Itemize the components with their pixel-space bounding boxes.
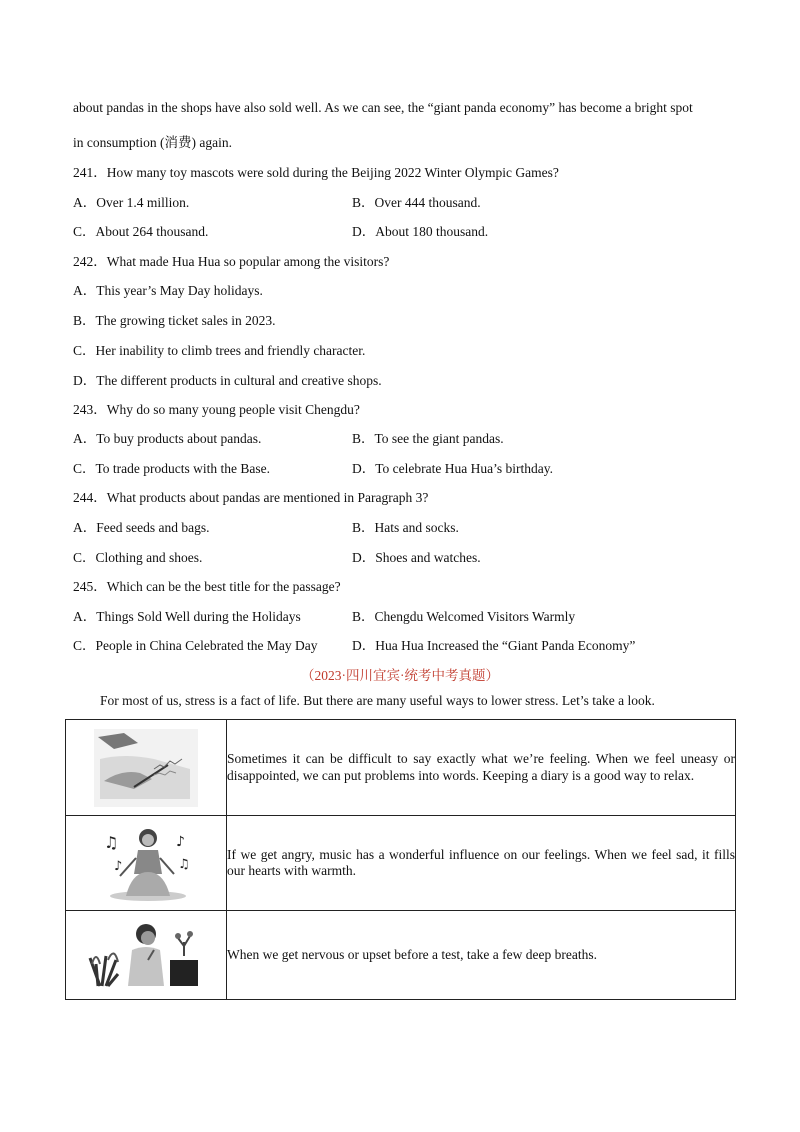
question-245-option-b[interactable]: B．Chengdu Welcomed Visitors Warmly (352, 609, 576, 624)
question-241-option-a[interactable]: A．Over 1.4 million. (73, 195, 190, 210)
question-244-option-c[interactable]: C．Clothing and shoes. (73, 550, 203, 565)
question-242-option-b[interactable]: B．The growing ticket sales in 2023. (73, 313, 276, 328)
question-241-option-c[interactable]: C．About 264 thousand. (73, 224, 209, 239)
svg-text:♫: ♫ (104, 833, 119, 852)
svg-text:♪: ♪ (176, 834, 185, 850)
question-243-option-c[interactable]: C．To trade products with the Base. (73, 461, 271, 476)
intro-line-1: about pandas in the shops have also sold well. As we can see, the “giant panda economy” has become a bright spot (73, 100, 693, 115)
music-girl-image (96, 824, 196, 902)
question-245-option-a[interactable]: A．Things Sold Well during the Holidays (73, 609, 301, 624)
tip-text-cell (227, 816, 736, 911)
question-245-option-c[interactable]: C．People in China Celebrated the May Day (73, 638, 318, 653)
tip-image-cell (66, 816, 227, 911)
question-242-option-a[interactable]: A．This year’s May Day holidays. (73, 283, 263, 298)
tip-row (66, 816, 736, 911)
question-243-option-d[interactable]: D．To celebrate Hua Hua’s birthday. (352, 461, 553, 476)
question-242-stem: 242．What made Hua Hua so popular among the visitors? (73, 254, 390, 269)
writing-diary-image (94, 729, 198, 807)
question-244-option-b[interactable]: B．Hats and socks. (352, 520, 459, 535)
question-245-stem: 245．Which can be the best title for the passage? (73, 579, 341, 594)
question-242-option-d[interactable]: D．The different products in cultural and creative shops. (73, 373, 382, 388)
tip-row (66, 911, 736, 1000)
tip-row (66, 720, 736, 816)
tip-image-cell (66, 911, 227, 1000)
tip-text-cell (227, 911, 736, 1000)
svg-text:♫: ♫ (178, 857, 190, 872)
question-245-option-d[interactable]: D．Hua Hua Increased the “Giant Panda Economy” (352, 638, 636, 653)
tip-2-text: If we get angry, music has a wonderful influence on our feelings. When we feel sad, it fills our hearts with warmth. (227, 846, 735, 878)
question-241-stem: 241．How many toy mascots were sold during the Beijing 2022 Winter Olympic Games? (73, 165, 559, 180)
question-243-option-a[interactable]: A．To buy products about pandas. (73, 431, 262, 446)
source-label: （2023·四川宜宾·统考中考真题） (301, 668, 499, 683)
question-244-option-a[interactable]: A．Feed seeds and bags. (73, 520, 210, 535)
question-243-option-b[interactable]: B．To see the giant pandas. (352, 431, 504, 446)
breathing-woman-image (88, 920, 204, 990)
question-244-option-d[interactable]: D．Shoes and watches. (352, 550, 481, 565)
stress-tips-table (65, 719, 736, 1000)
question-242-option-c[interactable]: C．Her inability to climb trees and friendly character. (73, 343, 366, 358)
question-241-option-b[interactable]: B．Over 444 thousand. (352, 195, 481, 210)
question-241-option-d[interactable]: D．About 180 thousand. (352, 224, 489, 239)
tip-image-cell (66, 720, 227, 816)
tip-1-text: Sometimes it can be difficult to say exactly what we’re feeling. When we feel uneasy or disappointed, we can put problems into words. Keeping a diary is a good way to relax. (227, 751, 735, 783)
tip-3-text: When we get nervous or upset before a test, take a few deep breaths. (227, 946, 597, 962)
passage-intro: For most of us, stress is a fact of life. But there are many useful ways to lower stress. Let’s take a look. (100, 693, 655, 708)
tip-text-cell (227, 720, 736, 816)
question-243-stem: 243．Why do so many young people visit Chengdu? (73, 402, 360, 417)
question-244-stem: 244．What products about pandas are mentioned in Paragraph 3? (73, 490, 429, 505)
intro-line-2: in consumption (消费) again. (73, 135, 232, 150)
svg-text:♪: ♪ (114, 859, 123, 874)
